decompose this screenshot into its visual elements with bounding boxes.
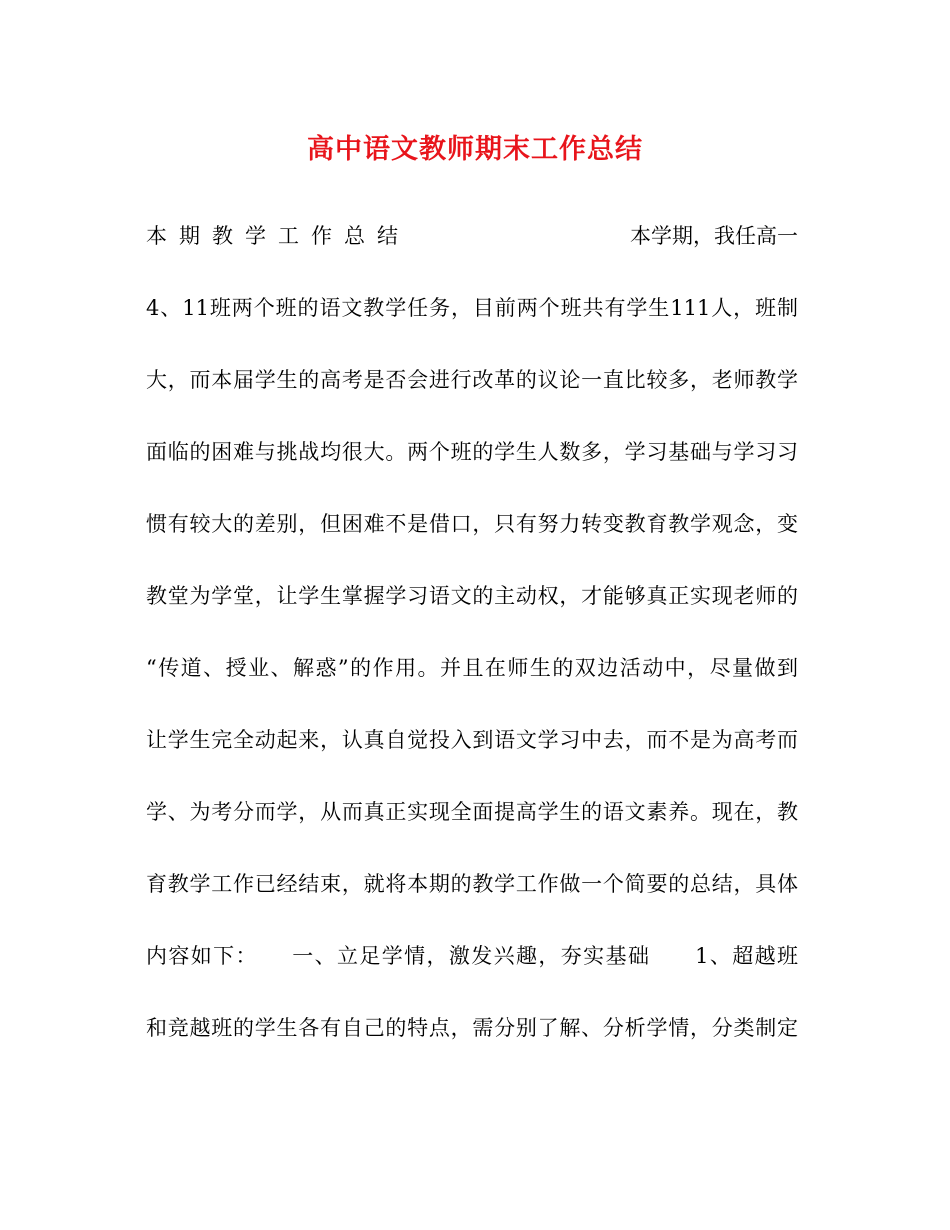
body-line: 4、11班两个班的语文教学任务，目前两个班共有学生111人，班制	[146, 296, 798, 320]
body-line: 大，而本届学生的高考是否会进行改革的议论一直比较多，老师教学	[146, 368, 798, 392]
body-line: “传道、授业、解惑”的作用。并且在师生的双边活动中，尽量做到	[146, 656, 798, 680]
body-line: 让学生完全动起来，认真自觉投入到语文学习中去，而不是为高考而	[146, 728, 798, 752]
body-line-0	[146, 212, 798, 260]
body-line: 面临的困难与挑战均很大。两个班的学生人数多，学习基础与学习习	[146, 440, 798, 464]
intro-text: 本学期，我任高一	[630, 224, 798, 248]
document-title: 高中语文教师期末工作总结	[307, 134, 643, 165]
document-body	[146, 212, 798, 1076]
body-line: 和竞越班的学生各有自己的特点，需分别了解、分析学情，分类制定	[146, 1016, 798, 1040]
body-line: 育教学工作已经结束，就将本期的教学工作做一个简要的总结，具体	[146, 872, 798, 896]
body-line: 内容如下： 一、立足学情，激发兴趣，夯实基础 1、超越班	[146, 944, 798, 968]
section-heading: 本期教学工作总结	[146, 224, 410, 248]
body-line: 惯有较大的差别，但困难不是借口，只有努力转变教育教学观念，变	[146, 512, 798, 536]
body-line: 教堂为学堂，让学生掌握学习语文的主动权，才能够真正实现老师的	[146, 584, 798, 608]
body-line: 学、为考分而学，从而真正实现全面提高学生的语文素养。现在，教	[146, 800, 798, 824]
